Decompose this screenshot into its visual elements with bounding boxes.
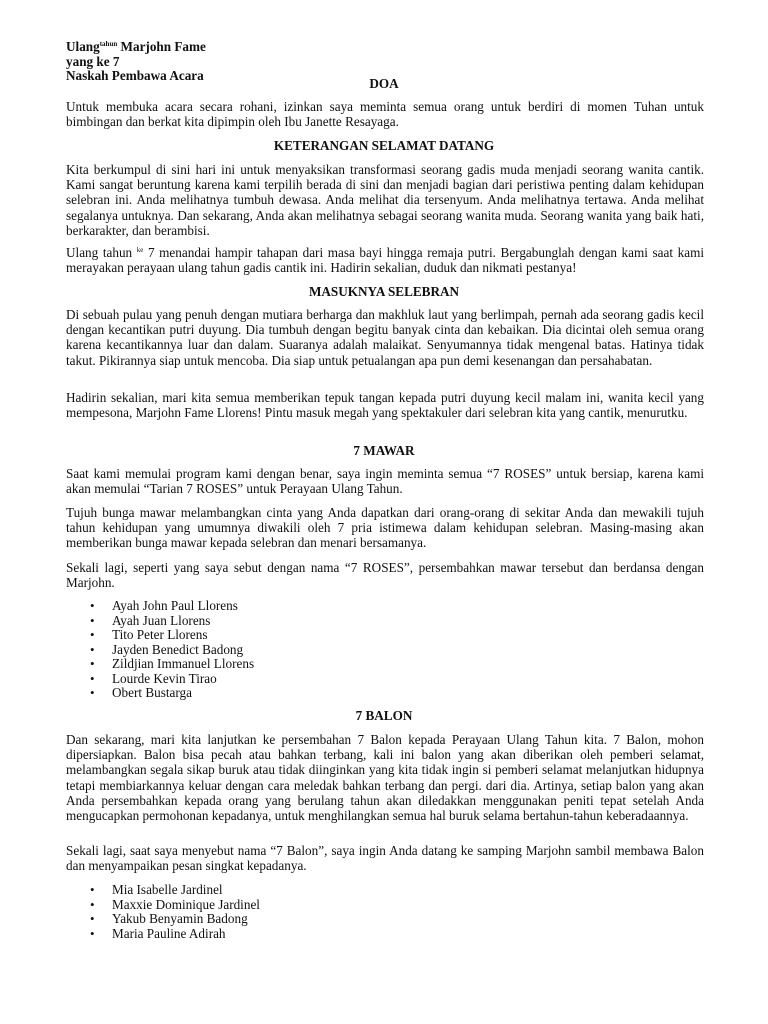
welcome-paragraph-2: Ulang tahun $^{ke}$ 7 menandai hampir tahapan dari masa bayi hingga remaja putri. Bergabunglah dengan kami saat kami merayakan perayaan ulang tahun gadis cantik ini. Hadirin sekalian, duduk dan nikmati pestanya! [66, 245, 705, 276]
balloons-list [90, 883, 490, 941]
list-item: • Yakub Benyamin Badong [90, 912, 490, 927]
entrance-paragraph-2: Hadirin sekalian, mari kita semua memberikan tepuk tangan kepada putri duyung kecil malam ini, wanita kecil yang mempesona, Marjohn Fame Llorens! Pintu masuk megah yang spektakuler dari selebran kita yang cantik, menurutku. [66, 390, 704, 421]
title-line-3: Naskah Pembawa Acara [66, 68, 204, 83]
list-item: • Ayah John Paul Llorens [90, 599, 490, 614]
heading-doa: DOA [369, 76, 399, 91]
roses-paragraph-3: Sekali lagi, seperti yang saya sebut dengan nama “7 ROSES”, persembahkan mawar tersebut dan berdansa dengan Marjohn. [66, 560, 704, 591]
list-item: • Ayah Juan Llorens [90, 614, 490, 629]
list-item: • Zildjian Immanuel Llorens [90, 657, 490, 672]
list-item: • Tito Peter Llorens [90, 628, 490, 643]
roses-paragraph-1: Saat kami memulai program kami dengan benar, saya ingin meminta semua “7 ROSES” untuk bersiap, karena kami akan memulai “Tarian 7 ROSES” untuk Perayaan Ulang Tahun. [66, 466, 704, 497]
heading-welcome: KETERANGAN SELAMAT DATANG [273, 138, 495, 153]
title-line-1: Ulang$^{tahun}$ Marjohn Fame [66, 39, 206, 54]
title-line-2: yang ke 7 [66, 53, 120, 69]
welcome-paragraph-1: Kita berkumpul di sini hari ini untuk menyaksikan transformasi seorang gadis muda menjadi seorang wanita cantik. Kami sangat beruntung karena kami terpilih berada di sini dan menjadi bagian dari peristiwa penting dalam kehidupan selebran ini. Anda melihatnya tumbuh dewasa. Anda melihat dia tersenyum. Anda melihatnya tertawa. Anda melihat segalanya untuknya. Dan sekarang, Anda akan melihatnya sebagai seorang wanita muda. Seorang wanita yang baik hati, berkarakter, dan berambisi. [66, 162, 704, 238]
heading-roses: 7 MAWAR [353, 443, 415, 458]
balloons-paragraph-2: Sekali lagi, saat saya menyebut nama “7 Balon”, saya ingin Anda datang ke samping Marjohn sambil membawa Balon dan menyampaikan pesan singkat kepadanya. [66, 843, 704, 874]
balloons-paragraph-1: Dan sekarang, mari kita lanjutkan ke persembahan 7 Balon kepada Perayaan Ulang Tahun kita. 7 Balon, mohon dipersiapkan. Balon bisa pecah atau bahkan terbang, kali ini balon yang akan diberikan oleh pemberi selamat, melambangkan segala sikap buruk atau tidak diinginkan yang kita tidak ingin si pemberi selamat melanjutkan hidupnya tetapi membiarkannya keluar dengan cara meledak bahkan terbang dan pergi. dari dia. Artinya, setiap balon yang akan Anda persembahkan kepada orang yang berulang tahun akan diledakkan menggunakan peniti tepat setelah Anda mengucapkan permohonan kepadanya, untuk menghilangkan semua hal buruk selama bertahun-tahun keberadaannya. [66, 732, 704, 824]
list-item: • Jayden Benedict Badong [90, 643, 490, 658]
list-item: • Maria Pauline Adirah [90, 927, 490, 942]
doa-paragraph: Untuk membuka acara secara rohani, izinkan saya meminta semua orang untuk berdiri di momen Tuhan untuk bimbingan dan berkat kita dipimpin oleh Ibu Janette Resayaga. [66, 99, 704, 130]
list-item: • Mia Isabelle Jardinel [90, 883, 490, 898]
entrance-paragraph-1: Di sebuah pulau yang penuh dengan mutiara berharga dan makhluk laut yang berlimpah, pernah ada seorang gadis kecil dengan kecantikan putri duyung. Dia tumbuh dengan begitu banyak cinta dan kebaikan. Dia dicintai oleh semua orang karena kecantikannya luar dan dalam. Suaranya adalah malaikat. Senyumannya tidak mengenal batas. Hatinya tidak takut. Pikirannya siap untuk mencoba. Dia siap untuk petualangan apa pun demi kesenangan dan persahabatan. [66, 307, 704, 368]
roses-list [90, 599, 490, 701]
heading-entrance: MASUKNYA SELEBRAN [308, 284, 460, 299]
list-item: • Obert Bustarga [90, 686, 490, 701]
heading-balloons: 7 BALON [355, 708, 413, 723]
list-item: • Maxxie Dominique Jardinel [90, 898, 490, 913]
roses-paragraph-2: Tujuh bunga mawar melambangkan cinta yang Anda dapatkan dari orang-orang di sekitar Anda dan mewakili tujuh tahun kehidupan yang umumnya diwakili oleh 7 pria istimewa dalam kehidupan selebran. Masing-masing akan memberikan bunga mawar kepada selebran dan menari bersamanya. [66, 505, 704, 551]
list-item: • Lourde Kevin Tirao [90, 672, 490, 687]
